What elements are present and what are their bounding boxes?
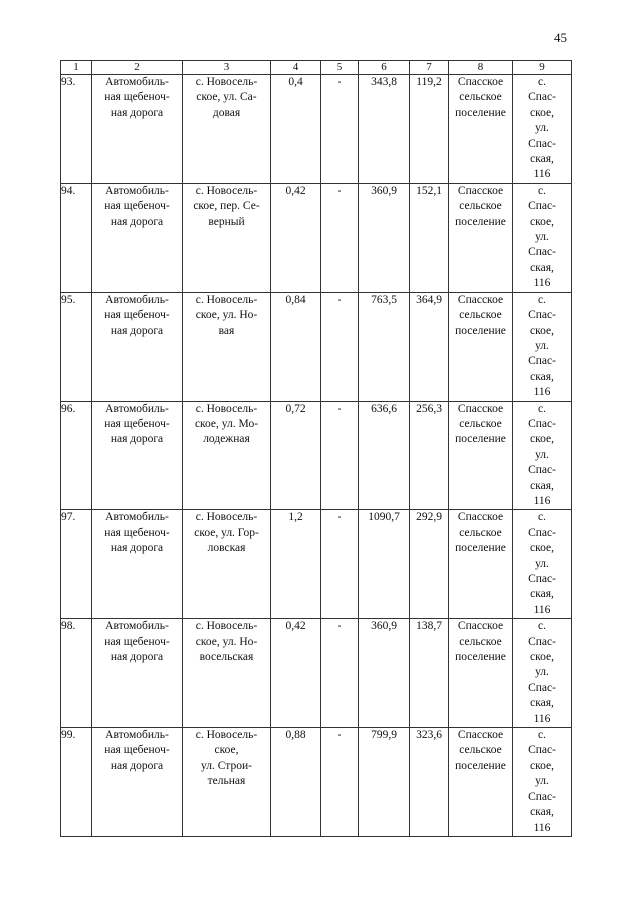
- column7-cell: 323,6: [410, 728, 449, 837]
- road-type-cell: [92, 183, 183, 292]
- road-type-cell: [92, 292, 183, 401]
- column7-cell: 256,3: [410, 401, 449, 510]
- address-cell-line: 116: [533, 821, 551, 834]
- column6-cell: 360,9: [359, 619, 410, 728]
- address-cell-line: ская,: [530, 697, 554, 710]
- column6-cell: 360,9: [359, 183, 410, 292]
- address-cell-line: Спас-: [528, 744, 556, 757]
- row-number-cell: 95.: [61, 292, 92, 401]
- owner-cell-line: сельское: [459, 526, 502, 539]
- location-cell-line: лодежная: [203, 433, 250, 446]
- location-cell-line: верный: [208, 215, 245, 228]
- address-cell-line: ское,: [530, 433, 554, 446]
- address-cell-line: Спас-: [528, 573, 556, 585]
- row-number-cell: 97.: [61, 510, 92, 619]
- road-type-cell: [92, 728, 183, 837]
- column5-cell: -: [321, 292, 359, 401]
- location-cell-line: ловская: [207, 542, 246, 555]
- location-cell-line: ское, ул. Но-: [195, 309, 258, 322]
- location-cell-line: с. Новосель-: [195, 402, 258, 415]
- address-cell-line: с.: [538, 729, 546, 742]
- column6-cell: 1090,7: [359, 510, 410, 619]
- column5-cell: -: [321, 728, 359, 837]
- road-type-cell-line: ная щебеноч-: [104, 635, 170, 648]
- location-cell-line: ское, ул. Но-: [195, 635, 258, 648]
- address-cell-line: с.: [538, 184, 546, 197]
- owner-cell-line: сельское: [459, 91, 502, 104]
- address-cell-line: ская,: [530, 588, 554, 601]
- road-registry-table: [60, 60, 572, 837]
- address-cell-line: ул.: [535, 339, 549, 352]
- owner-cell: [449, 728, 513, 837]
- address-cell-line: 116: [533, 168, 551, 181]
- road-type-cell: [92, 619, 183, 728]
- road-type-cell-line: ная дорога: [110, 759, 164, 772]
- length-cell: 0,42: [271, 183, 321, 292]
- row-number-cell: 96.: [61, 401, 92, 510]
- column-number-header-row: [61, 61, 572, 75]
- address-cell-line: ское,: [530, 324, 554, 337]
- address-cell-line: Спас-: [528, 200, 556, 213]
- address-cell-line: 116: [533, 386, 551, 399]
- owner-cell-line: поселение: [455, 542, 506, 555]
- owner-cell-line: поселение: [455, 433, 506, 446]
- location-cell-line: довая: [212, 106, 241, 119]
- road-type-cell-line: Автомобиль-: [105, 184, 169, 197]
- location-cell-line: восельская: [199, 651, 254, 664]
- address-cell-line: Спас-: [528, 417, 556, 430]
- location-cell-line: с. Новосель-: [195, 729, 258, 742]
- address-cell-line: Спас-: [528, 790, 556, 803]
- owner-cell-line: сельское: [459, 417, 502, 430]
- table-row: [61, 292, 572, 401]
- location-cell: [183, 619, 271, 728]
- length-cell: 0,42: [271, 619, 321, 728]
- address-cell-line: Спас-: [528, 526, 556, 539]
- address-cell-line: с.: [538, 511, 546, 524]
- road-type-cell-line: ная дорога: [110, 542, 164, 555]
- address-cell: [513, 292, 572, 401]
- address-cell-line: Спас-: [528, 246, 556, 259]
- column7-cell: 138,7: [410, 619, 449, 728]
- length-cell: 0,72: [271, 401, 321, 510]
- address-cell-line: Спас-: [528, 681, 556, 694]
- address-cell-line: ул.: [535, 557, 549, 570]
- address-cell-line: ул.: [535, 775, 549, 788]
- location-cell-line: ское, ул. Мо-: [194, 417, 259, 430]
- address-cell: [513, 401, 572, 510]
- address-cell-line: ское,: [530, 106, 554, 119]
- location-cell-line: с. Новосель-: [195, 511, 258, 524]
- owner-cell: [449, 401, 513, 510]
- address-cell-line: ская,: [530, 370, 554, 383]
- owner-cell-line: Спасское: [457, 293, 504, 306]
- owner-cell-line: сельское: [459, 200, 502, 213]
- table-row: [61, 183, 572, 292]
- column-number: 3: [183, 61, 271, 75]
- road-type-cell-line: Автомобиль-: [105, 293, 169, 306]
- road-type-cell: [92, 510, 183, 619]
- location-cell-line: с. Новосель-: [195, 76, 258, 88]
- road-type-cell-line: ная щебеноч-: [104, 91, 170, 104]
- column7-cell: 119,2: [410, 75, 449, 184]
- column-number: 5: [321, 61, 359, 75]
- column5-cell: -: [321, 183, 359, 292]
- table-row: [61, 728, 572, 837]
- location-cell-line: ское, пер. Се-: [193, 200, 260, 213]
- address-cell-line: Спас-: [528, 635, 556, 648]
- owner-cell: [449, 75, 513, 184]
- column7-cell: 364,9: [410, 292, 449, 401]
- owner-cell-line: Спасское: [457, 620, 504, 633]
- location-cell: [183, 75, 271, 184]
- owner-cell: [449, 183, 513, 292]
- column5-cell: -: [321, 619, 359, 728]
- address-cell-line: ское,: [530, 651, 554, 664]
- location-cell-line: с. Новосель-: [195, 293, 258, 306]
- owner-cell-line: поселение: [455, 215, 506, 228]
- location-cell-line: с. Новосель-: [195, 620, 258, 633]
- address-cell: [513, 510, 572, 619]
- address-cell-line: ул.: [535, 666, 549, 679]
- address-cell-line: Спас-: [528, 464, 556, 477]
- owner-cell-line: сельское: [459, 635, 502, 648]
- owner-cell-line: поселение: [455, 759, 506, 772]
- road-type-cell-line: ная дорога: [110, 215, 164, 228]
- location-cell: [183, 510, 271, 619]
- address-cell-line: ская,: [530, 479, 554, 492]
- length-cell: 0,84: [271, 292, 321, 401]
- road-type-cell-line: Автомобиль-: [105, 76, 169, 88]
- length-cell: 1,2: [271, 510, 321, 619]
- column5-cell: -: [321, 510, 359, 619]
- road-type-cell-line: Автомобиль-: [105, 511, 169, 524]
- address-cell-line: ул.: [535, 448, 549, 461]
- road-type-cell-line: ная щебеноч-: [104, 309, 170, 322]
- row-number-cell: 93.: [61, 75, 92, 184]
- location-cell: [183, 183, 271, 292]
- owner-cell-line: Спасское: [457, 76, 504, 88]
- length-cell: 0,88: [271, 728, 321, 837]
- address-cell-line: Спас-: [528, 355, 556, 368]
- address-cell: [513, 75, 572, 184]
- table-row: [61, 75, 572, 184]
- address-cell-line: с.: [538, 402, 546, 415]
- road-type-cell-line: ная дорога: [110, 433, 164, 446]
- column-number: 7: [410, 61, 449, 75]
- column7-cell: 152,1: [410, 183, 449, 292]
- road-type-cell-line: Автомобиль-: [105, 729, 169, 742]
- owner-cell-line: Спасское: [457, 402, 504, 415]
- road-type-cell-line: Автомобиль-: [105, 620, 169, 633]
- address-cell-line: ул.: [535, 231, 549, 244]
- column5-cell: -: [321, 75, 359, 184]
- column6-cell: 636,6: [359, 401, 410, 510]
- column5-cell: -: [321, 401, 359, 510]
- table-row: [61, 619, 572, 728]
- owner-cell-line: сельское: [459, 309, 502, 322]
- owner-cell-line: сельское: [459, 744, 502, 757]
- address-cell-line: 116: [533, 277, 551, 290]
- column6-cell: 799,9: [359, 728, 410, 837]
- column-number: 8: [449, 61, 513, 75]
- address-cell-line: 116: [533, 494, 551, 507]
- owner-cell-line: поселение: [455, 324, 506, 337]
- table-row: [61, 510, 572, 619]
- owner-cell: [449, 292, 513, 401]
- road-type-cell-line: ная щебеноч-: [104, 417, 170, 430]
- road-type-cell-line: ная щебеноч-: [104, 744, 170, 757]
- address-cell: [513, 728, 572, 837]
- owner-cell-line: Спасское: [457, 511, 504, 524]
- length-cell: 0,4: [271, 75, 321, 184]
- owner-cell: [449, 510, 513, 619]
- location-cell-line: ское, ул. Гор-: [194, 526, 259, 539]
- address-cell-line: ское,: [530, 215, 554, 228]
- owner-cell-line: поселение: [455, 106, 506, 119]
- row-number-cell: 94.: [61, 183, 92, 292]
- address-cell-line: ское,: [530, 542, 554, 555]
- location-cell: [183, 728, 271, 837]
- address-cell: [513, 619, 572, 728]
- address-cell-line: с.: [538, 620, 546, 633]
- column-number: 9: [513, 61, 572, 75]
- address-cell: [513, 183, 572, 292]
- address-cell-line: ская,: [530, 261, 554, 274]
- address-cell-line: ул.: [535, 122, 549, 135]
- location-cell: [183, 292, 271, 401]
- page-number: 45: [554, 30, 567, 45]
- road-type-cell-line: ная дорога: [110, 106, 164, 119]
- road-type-cell: [92, 75, 183, 184]
- address-cell-line: Спас-: [528, 309, 556, 322]
- row-number-cell: 99.: [61, 728, 92, 837]
- address-cell-line: 116: [533, 712, 551, 725]
- location-cell-line: с. Новосель-: [195, 184, 258, 197]
- address-cell-line: ское,: [530, 759, 554, 772]
- location-cell-line: тельная: [207, 775, 246, 788]
- location-cell-line: ул. Строи-: [201, 759, 252, 772]
- location-cell: [183, 401, 271, 510]
- owner-cell-line: поселение: [455, 651, 506, 664]
- address-cell-line: с.: [538, 293, 546, 306]
- location-cell-line: ское,: [214, 744, 239, 757]
- row-number-cell: 98.: [61, 619, 92, 728]
- column6-cell: 343,8: [359, 75, 410, 184]
- address-cell-line: ская,: [530, 153, 554, 166]
- column7-cell: 292,9: [410, 510, 449, 619]
- address-cell-line: ская,: [530, 806, 554, 819]
- address-cell-line: с.: [538, 76, 546, 88]
- address-cell-line: 116: [533, 603, 551, 616]
- road-type-cell-line: ная щебеноч-: [104, 526, 170, 539]
- location-cell-line: вая: [218, 324, 235, 337]
- road-type-cell-line: Автомобиль-: [105, 402, 169, 415]
- owner-cell-line: Спасское: [457, 184, 504, 197]
- column-number: 2: [92, 61, 183, 75]
- owner-cell: [449, 619, 513, 728]
- road-type-cell: [92, 401, 183, 510]
- owner-cell-line: Спасское: [457, 729, 504, 742]
- table-row: [61, 401, 572, 510]
- road-type-cell-line: ная дорога: [110, 651, 164, 664]
- address-cell-line: Спас-: [528, 137, 556, 150]
- road-type-cell-line: ная дорога: [110, 324, 164, 337]
- road-type-cell-line: ная щебеноч-: [104, 200, 170, 213]
- column-number: 6: [359, 61, 410, 75]
- column-number: 1: [61, 61, 92, 75]
- address-cell-line: Спас-: [528, 91, 556, 104]
- column6-cell: 763,5: [359, 292, 410, 401]
- column-number: 4: [271, 61, 321, 75]
- location-cell-line: ское, ул. Са-: [196, 91, 257, 104]
